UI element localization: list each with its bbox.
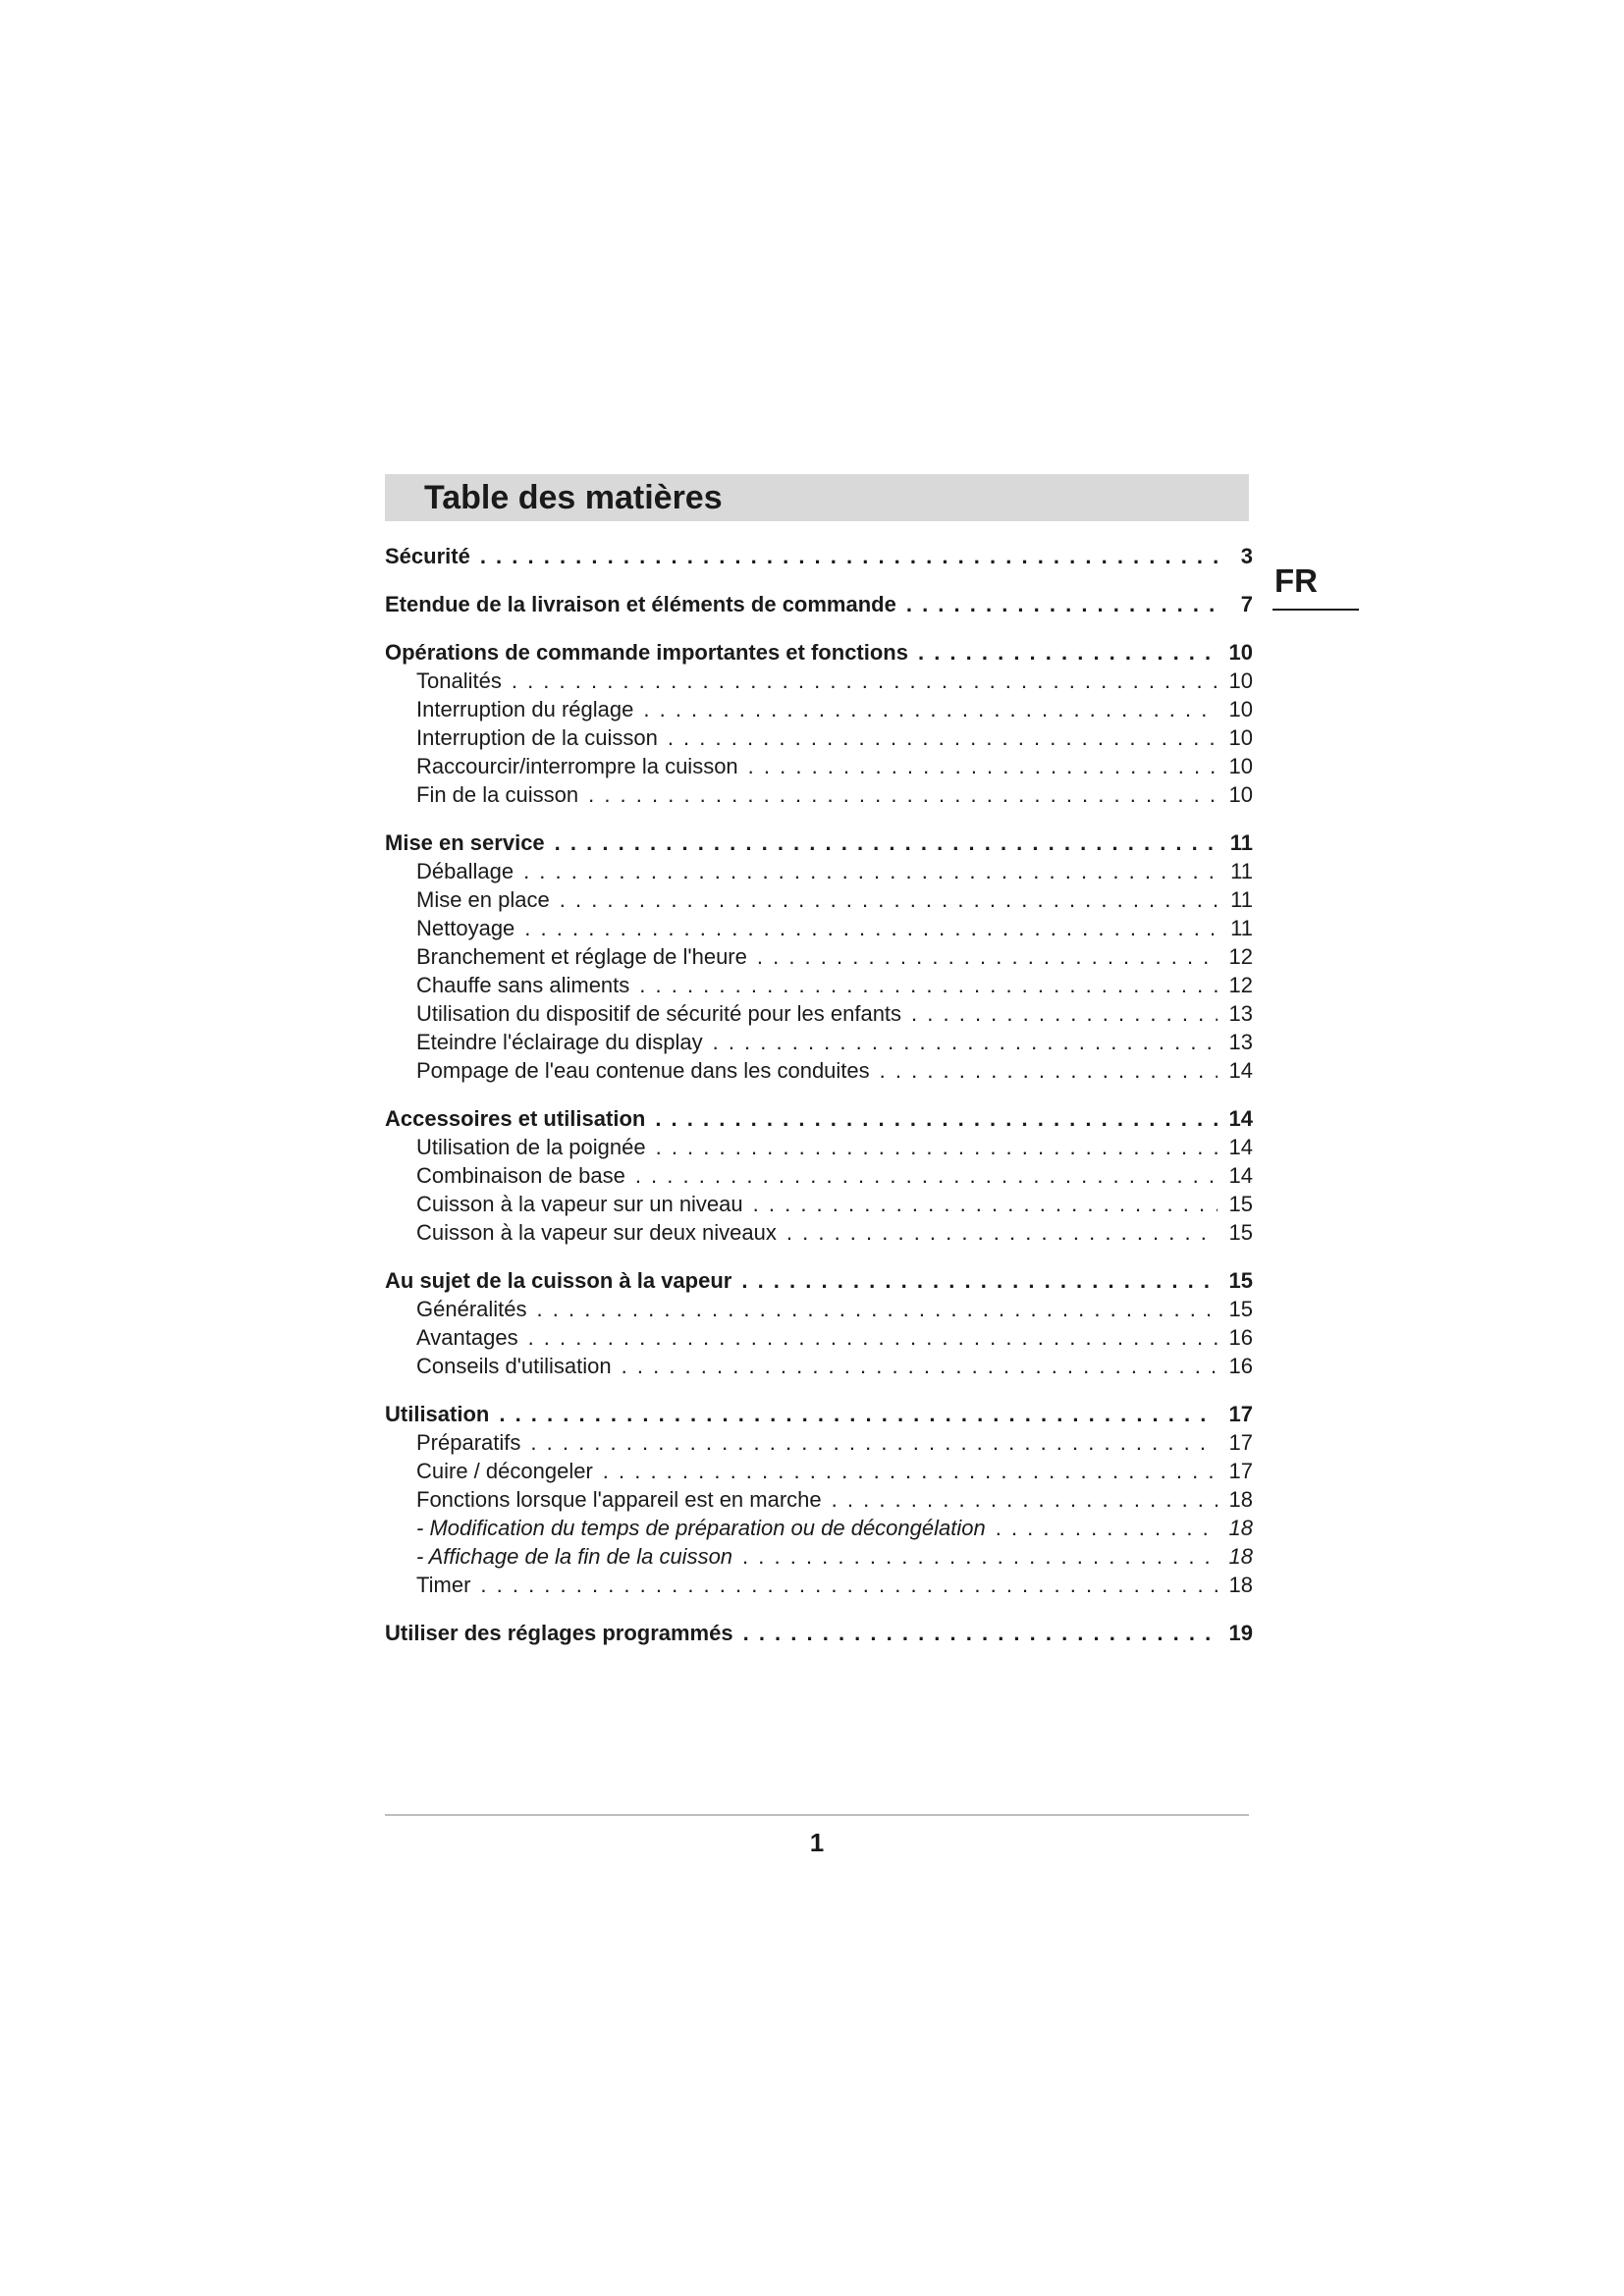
toc-dot-leader [996,1514,1218,1542]
toc-dot-leader [748,752,1218,780]
toc-title-bar [385,474,1249,521]
toc-entry-page: 10 [1228,725,1253,750]
toc-entry-label: Fin de la cuisson [416,782,579,807]
toc-entry-label: Timer [416,1573,471,1597]
toc-section-entry [385,1400,1253,1428]
toc-dot-leader [530,1428,1218,1457]
toc-entry-page: 16 [1228,1354,1253,1378]
toc-subsection-entry [385,1457,1253,1485]
toc-entry-page: 17 [1228,1402,1253,1426]
toc-entry-page: 14 [1228,1058,1253,1083]
toc-entry-page: 11 [1230,859,1253,883]
toc-subsection-entry [385,1295,1253,1323]
toc-section-entry [385,590,1253,618]
language-tag [1272,558,1359,611]
toc-subsection-entry [385,1428,1253,1457]
toc-entry-page: 10 [1228,640,1253,665]
toc-subsection-entry [385,1571,1253,1599]
toc-dot-leader [524,914,1218,942]
toc-dot-leader [523,857,1218,885]
toc-entry-page: 11 [1230,916,1253,940]
toc-subsection-entry [385,942,1253,971]
table-of-contents [385,542,1253,1647]
toc-dot-leader [480,1571,1218,1599]
toc-entry-label: Cuisson à la vapeur sur deux niveaux [416,1220,777,1245]
toc-entry-page: 13 [1228,1030,1253,1054]
toc-entry-page: 14 [1228,1106,1253,1131]
toc-dot-leader [713,1028,1218,1056]
toc-dot-leader [753,1190,1218,1218]
toc-section-entry [385,638,1253,667]
toc-entry-label: Tonalités [416,668,502,693]
toc-subsection-entry [385,1514,1253,1542]
footer-divider [385,1814,1249,1816]
toc-entry-label: Utiliser des réglages programmés [385,1621,733,1645]
toc-entry-label: - Modification du temps de préparation ou de décongélation [416,1516,986,1540]
toc-dot-leader [603,1457,1218,1485]
toc-entry-page: 18 [1228,1516,1253,1540]
toc-dot-leader [742,1542,1218,1571]
toc-entry-page: 14 [1228,1135,1253,1159]
toc-subsection-entry [385,1323,1253,1352]
toc-subsection-entry [385,723,1253,752]
toc-entry-label: Accessoires et utilisation [385,1106,646,1131]
toc-dot-leader [528,1323,1218,1352]
toc-entry-page: 18 [1228,1544,1253,1569]
toc-entry-page: 12 [1228,944,1253,969]
language-tag-label: FR [1274,562,1318,599]
toc-dot-leader [668,723,1218,752]
toc-subsection-entry [385,1190,1253,1218]
toc-dot-leader [555,828,1218,857]
toc-entry-page: 15 [1228,1220,1253,1245]
page-number: 1 [809,1828,825,1857]
toc-section-entry [385,1619,1253,1647]
toc-subsection-entry [385,780,1253,809]
toc-subsection-entry [385,1218,1253,1247]
toc-entry-label: Etendue de la livraison et éléments de commande [385,592,896,616]
toc-dot-leader [832,1485,1218,1514]
toc-dot-leader [499,1400,1218,1428]
toc-dot-leader [512,667,1218,695]
toc-entry-page: 15 [1228,1297,1253,1321]
toc-entry-page: 7 [1240,592,1253,616]
toc-entry-label: Eteindre l'éclairage du display [416,1030,703,1054]
toc-entry-label: Avantages [416,1325,518,1350]
toc-entry-label: Préparatifs [416,1430,521,1455]
toc-section-entry [385,828,1253,857]
toc-entry-label: Raccourcir/interrompre la cuisson [416,754,738,778]
toc-subsection-entry [385,1352,1253,1380]
toc-entry-page: 17 [1228,1430,1253,1455]
toc-dot-leader [480,542,1218,570]
page-title: Table des matières [424,479,723,516]
toc-entry-label: Mise en place [416,887,550,912]
toc-dot-leader [880,1056,1218,1085]
toc-dot-leader [906,590,1218,618]
toc-entry-label: Cuisson à la vapeur sur un niveau [416,1192,743,1216]
toc-entry-page: 13 [1228,1001,1253,1026]
toc-subsection-entry [385,667,1253,695]
toc-dot-leader [743,1619,1218,1647]
toc-entry-page: 16 [1228,1325,1253,1350]
toc-entry-label: Déballage [416,859,514,883]
toc-dot-leader [560,885,1218,914]
toc-dot-leader [643,695,1218,723]
toc-subsection-entry [385,1542,1253,1571]
toc-entry-page: 14 [1228,1163,1253,1188]
toc-dot-leader [537,1295,1218,1323]
toc-section-entry [385,1266,1253,1295]
toc-entry-label: Utilisation [385,1402,490,1426]
toc-entry-label: Fonctions lorsque l'appareil est en marche [416,1487,822,1512]
toc-entry-page: 18 [1228,1487,1253,1512]
toc-entry-label: Chauffe sans aliments [416,973,630,997]
toc-entry-label: Utilisation de la poignée [416,1135,646,1159]
toc-section-entry [385,1104,1253,1133]
toc-dot-leader [918,638,1218,667]
toc-subsection-entry [385,1056,1253,1085]
toc-entry-page: 12 [1228,973,1253,997]
toc-section-entry [385,542,1253,570]
toc-entry-page: 10 [1228,668,1253,693]
toc-entry-label: Interruption de la cuisson [416,725,658,750]
toc-subsection-entry [385,1133,1253,1161]
toc-entry-label: Sécurité [385,544,470,568]
toc-dot-leader [655,1104,1218,1133]
toc-entry-page: 10 [1228,697,1253,721]
toc-entry-label: Conseils d'utilisation [416,1354,612,1378]
toc-entry-label: Branchement et réglage de l'heure [416,944,747,969]
toc-entry-label: Nettoyage [416,916,515,940]
toc-entry-page: 15 [1228,1192,1253,1216]
toc-entry-label: Mise en service [385,830,545,855]
toc-entry-label: Cuire / décongeler [416,1459,593,1483]
toc-subsection-entry [385,857,1253,885]
toc-entry-label: Pompage de l'eau contenue dans les conduites [416,1058,870,1083]
toc-entry-page: 3 [1240,544,1253,568]
toc-entry-page: 11 [1230,887,1253,912]
toc-dot-leader [635,1161,1218,1190]
toc-entry-label: Au sujet de la cuisson à la vapeur [385,1268,732,1293]
toc-subsection-entry [385,971,1253,999]
toc-entry-label: Utilisation du dispositif de sécurité pour les enfants [416,1001,902,1026]
toc-subsection-entry [385,1485,1253,1514]
toc-entry-page: 10 [1228,754,1253,778]
toc-dot-leader [622,1352,1218,1380]
toc-subsection-entry [385,695,1253,723]
toc-dot-leader [786,1218,1218,1247]
toc-dot-leader [656,1133,1218,1161]
toc-subsection-entry [385,1028,1253,1056]
toc-entry-label: Opérations de commande importantes et fonctions [385,640,908,665]
toc-entry-page: 15 [1228,1268,1253,1293]
toc-entry-label: Interruption du réglage [416,697,634,721]
toc-subsection-entry [385,999,1253,1028]
toc-subsection-entry [385,752,1253,780]
toc-entry-label: - Affichage de la fin de la cuisson [416,1544,733,1569]
toc-dot-leader [911,999,1218,1028]
toc-entry-page: 11 [1229,830,1253,855]
toc-dot-leader [741,1266,1218,1295]
toc-entry-page: 18 [1228,1573,1253,1597]
toc-dot-leader [588,780,1218,809]
toc-entry-page: 10 [1228,782,1253,807]
toc-dot-leader [757,942,1218,971]
toc-subsection-entry [385,914,1253,942]
toc-entry-label: Combinaison de base [416,1163,625,1188]
toc-entry-page: 19 [1228,1621,1253,1645]
toc-entry-label: Généralités [416,1297,527,1321]
toc-dot-leader [639,971,1218,999]
toc-subsection-entry [385,1161,1253,1190]
toc-subsection-entry [385,885,1253,914]
toc-entry-page: 17 [1228,1459,1253,1483]
